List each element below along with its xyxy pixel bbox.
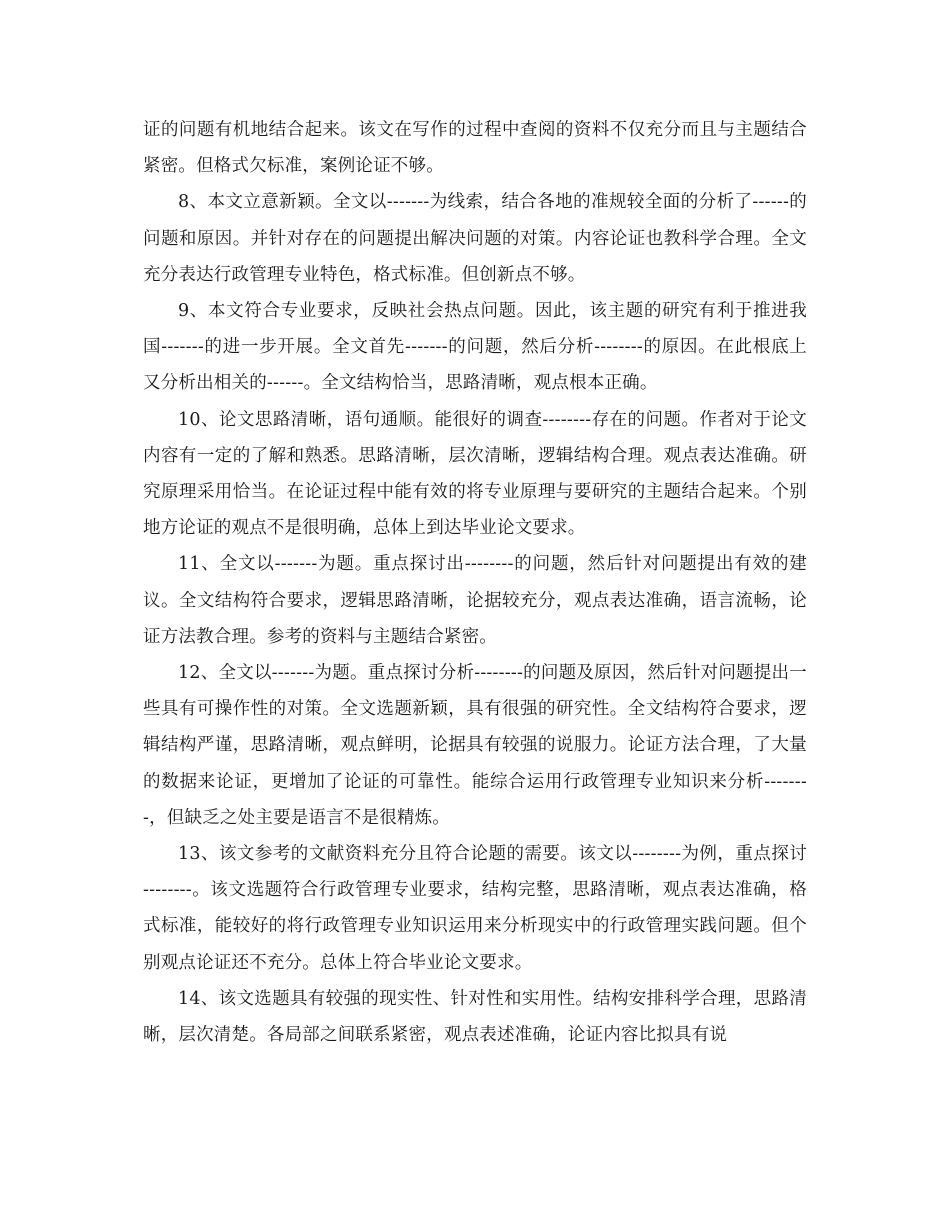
paragraph-item-12: 12、全文以-------为题。重点探讨分析--------的问题及原因，然后针对问题提出一些具有可操作性的对策。全文选题新颖，具有很强的研究性。全文结构符合要求，逻辑结构严谨，思路清晰，观点鲜明，论据具有较强的说服力。论证方法合理，了大量的数据来论证，更增加了论证的可靠性。能综合运用行政管理专业知识来分析--------，但缺乏之处主要是语言不是很精炼。 <box>143 663 807 828</box>
paragraph-item-13: 13、该文参考的文献资料充分且符合论题的需要。该文以--------为例，重点探讨 --------。该文选题符合行政管理专业要求，结构完整，思路清晰，观点表达准确，格式标准，能较好的将行政管理专业知识运用来分析现实中的行政管理实践问题。但个别观点论证还不充分。总体上符合毕业论文要求。 <box>143 844 807 973</box>
paragraph-continuation: 证的问题有机地结合起来。该文在写作的过程中查阅的资料不仅充分而且与主题结合紧密。但格式欠标准，案例论证不够。 <box>143 120 807 177</box>
paragraph-item-8: 8、本文立意新颖。全文以-------为线索，结合各地的准规较全面的分析了------的问题和原因。并针对存在的问题提出解决问题的对策。内容论证也教科学合理。全文充分表达行政管理专业特色，格式标准。但创新点不够。 <box>143 192 807 285</box>
paragraph-item-10: 10、论文思路清晰，语句通顺。能很好的调查--------存在的问题。作者对于论文内容有一定的了解和熟悉。思路清晰，层次清晰，逻辑结构合理。观点表达准确。研究原理采用恰当。在论证过程中能有效的将专业原理与要研究的主题结合起来。个别地方论证的观点不是很明确，总体上到达毕业论文要求。 <box>143 409 807 539</box>
paragraph-item-11: 11、全文以-------为题。重点探讨出--------的问题，然后针对问题提出有效的建议。全文结构符合要求，逻辑思路清晰，论据较充分，观点表达准确，语言流畅，论证方法教合理。参考的资料与主题结合紧密。 <box>143 554 807 647</box>
paragraph-item-14: 14、该文选题具有较强的现实性、针对性和实用性。结构安排科学合理，思路清晰，层次清楚。各局部之间联系紧密，观点表述准确，论证内容比拟具有说 <box>143 988 807 1046</box>
document-body <box>143 112 807 1053</box>
paragraph-item-9: 9、本文符合专业要求，反映社会热点问题。因此，该主题的研究有利于推进我国-------的进一步开展。全文首先-------的问题，然后分析--------的原因。在此根底上又分析出相关的------。全文结构恰当，思路清晰，观点根本正确。 <box>143 301 807 394</box>
